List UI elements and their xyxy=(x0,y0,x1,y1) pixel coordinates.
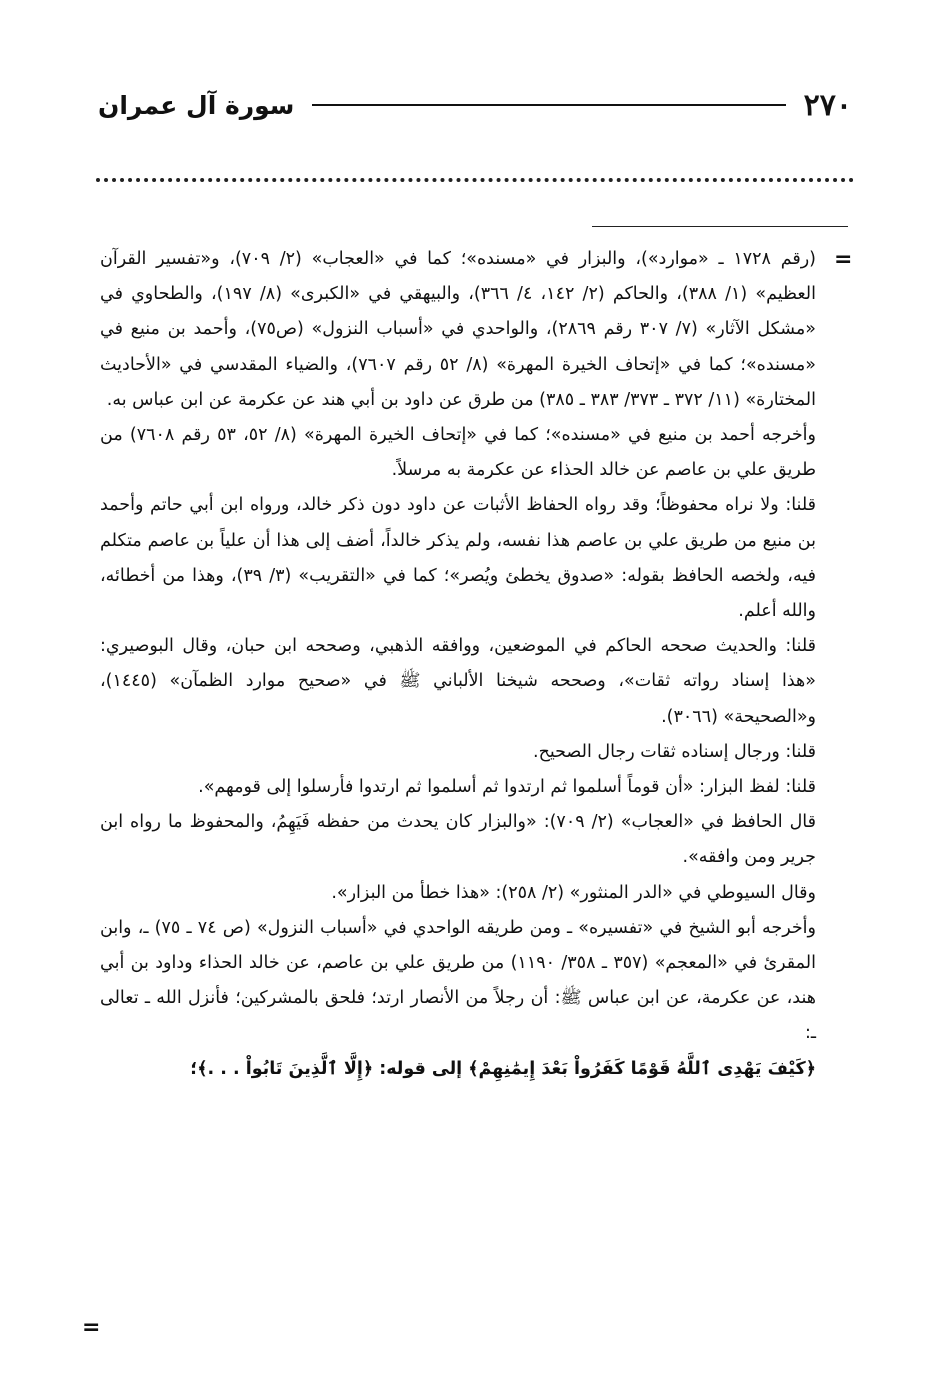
paragraph-sources: (رقم ١٧٢٨ ـ «موارد»)، والبزار في «مسنده»؛ كما في «العجاب» (٢/ ٧٠٩)، و«تفسير القرآن العظيم» (١/ ٣٨٨)، والحاكم (٢/ ١٤٢، ٤/ ٣٦٦)، والبيهقي في «الكبرى» (٨/ ١٩٧)، والطحاوي في «مشكل الآثار» (٧/ ٣٠٧ رقم ٢٨٦٩)، والواحدي في «أسباب النزول» (ص٧٥)، وأحمد بن منيع في «مسنده»؛ كما في «إتحاف الخيرة المهرة» (٨/ ٥٢ رقم ٧٦٠٧)، والضياء المقدسي في «الأحاديث المختارة» (١١/ ٣٧٢ ـ ٣٧٣/ ٣٨٣ ـ ٣٨٥) من طرق عن داود بن أبي هند عن عكرمة عن ابن عباس به. xyxy=(100,249,816,410)
paragraph-abu-shaykh: وأخرجه أبو الشيخ في «تفسيره» ـ ومن طريقه الواحدي في «أسباب النزول» (ص ٧٤ ـ ٧٥) ـ، وابن المقرئ في «المعجم» (٣٥٧ ـ ٣٥٨/ ١١٩٠) من طريق علي بن عاصم، عن خالد الحذاء وداود بن أبي هند، عن عكرمة، عن ابن عباس ﷺ: أن رجلاً من الأنصار ارتد؛ فلحق بالمشركين؛ فأنزل الله ـ تعالى ـ: xyxy=(100,917,816,1044)
paragraph-authentication: قلنا: والحديث صححه الحاكم في الموضعين، ووافقه الذهبي، وصححه ابن حبان، وقال البوصيري: «هذا إسناد رواته ثقات»، وصححه شيخنا الألباني ﷺ في «صحيح موارد الظمآن» (١٤٤٥)، و«الصحيحة» (٣٠٦٦). xyxy=(100,636,816,727)
paragraph-suyuti-comment: وقال السيوطي في «الدر المنثور» (٢/ ٢٥٨): «هذا خطأ من البزار». xyxy=(331,882,816,903)
page-number: ٢٧٠ xyxy=(803,87,852,123)
surah-title: سورة آل عمران xyxy=(98,90,295,120)
continuation-mark-start: = xyxy=(834,247,853,272)
quran-verse-line: ﴿كَيْفَ يَهْدِى ٱللَّهُ قَوْمًا كَفَرُواْ بَعْدَ إِيمَٰنِهِمْ﴾ إلى قوله: ﴿إِلَّا ٱلَّذِينَ تَابُواْ . . .﴾؛ xyxy=(190,1058,816,1079)
page-header xyxy=(98,80,852,130)
paragraph-not-preserved: قلنا: ولا نراه محفوظاً؛ وقد رواه الحفاظ الأثبات عن داود دون ذكر خالد، ورواه ابن أبي حاتم وأحمد بن منيع من طريق علي بن عاصم هذا نفسه، ولم يذكر خالداً، أضف إلى هذا أن علياً بن عاصم متكلم فيه، ولخصه الحافظ بقوله: «صدوق يخطئ ويُصر»؛ كما في «التقريب» (٣/ ٣٩)، وهذا من أخطائه، والله أعلم. xyxy=(100,495,816,622)
footnote-rule xyxy=(592,226,848,227)
footnote-body xyxy=(100,242,816,1087)
paragraph-ibn-manee: وأخرجه أحمد بن منيع في «مسنده»؛ كما في «إتحاف الخيرة المهرة» (٨/ ٥٢، ٥٣ رقم ٧٦٠٨) من طريق علي بن عاصم عن خالد الحذاء عن عكرمة به مرسلاً. xyxy=(100,425,816,481)
paragraph-hafiz-comment: قال الحافظ في «العجاب» (٢/ ٧٠٩): «والبزار كان يحدث من حفظه فَيَهِمُ، والمحفوظ ما رواه ابن جرير ومن وافقه». xyxy=(100,812,816,868)
continuation-mark-end: = xyxy=(82,1315,101,1340)
paragraph-narrators: قلنا: ورجال إسناده ثقات رجال الصحيح. xyxy=(533,741,816,762)
paragraph-bazzar-wording: قلنا: لفظ البزار: «أن قوماً أسلموا ثم ارتدوا ثم أسلموا ثم ارتدوا فأرسلوا إلى قومهم». xyxy=(198,777,816,798)
header-rule xyxy=(312,104,785,106)
dotted-divider xyxy=(96,178,854,182)
